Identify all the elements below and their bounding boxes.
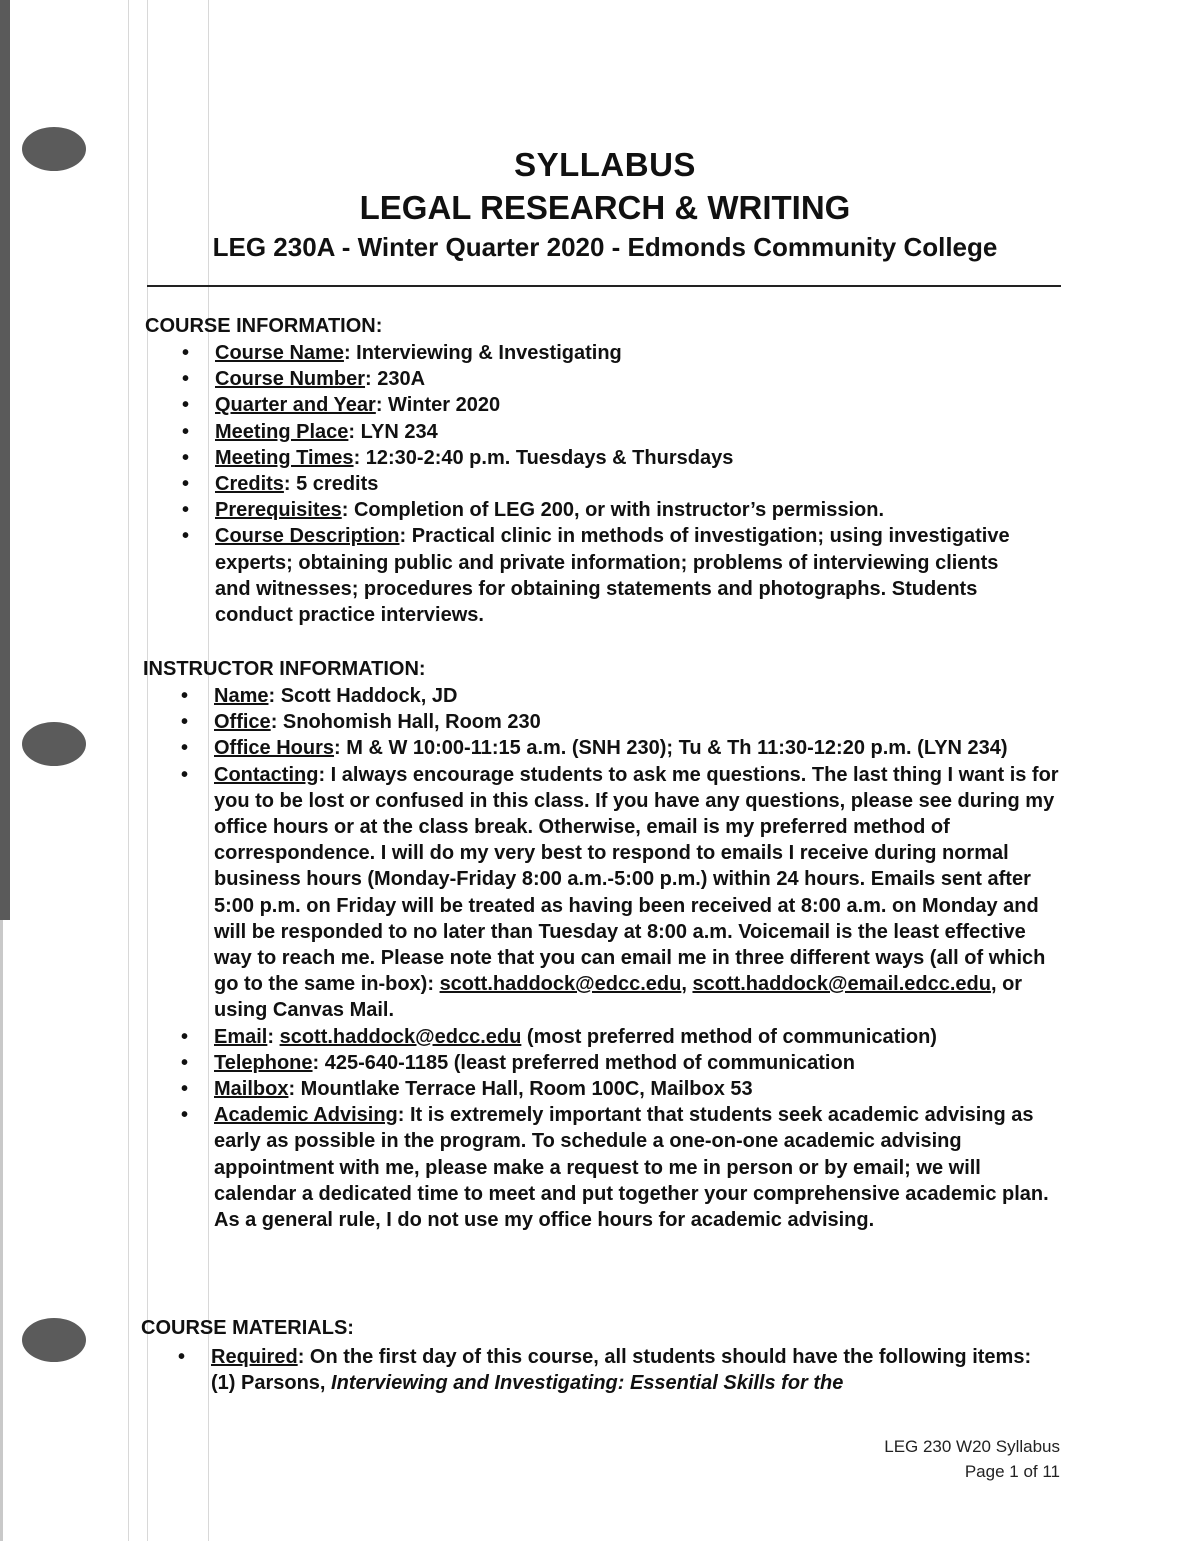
document-subtitle: LEGAL RESEARCH & WRITING — [359, 189, 851, 226]
email-link-secondary[interactable]: scott.haddock@email.edcc.edu — [692, 973, 991, 996]
item-label: Mailbox — [214, 1078, 289, 1101]
item-label: Quarter and Year — [215, 394, 376, 417]
item-label: Required — [211, 1346, 298, 1368]
instructor-info-heading: INSTRUCTOR INFORMATION: — [143, 658, 426, 680]
list-item — [181, 1024, 1064, 1050]
item-text: : Interviewing & Investigating — [343, 342, 622, 364]
bullet: • — [182, 368, 190, 391]
list-item — [181, 1102, 1064, 1233]
item-text: , or using Canvas Mail. — [214, 973, 1023, 1022]
bullet: • — [181, 1104, 189, 1127]
bullet: • — [182, 420, 190, 443]
item-label: Contacting — [214, 763, 319, 786]
course-materials-list — [178, 1344, 1041, 1396]
bullet: • — [182, 499, 190, 522]
email-link[interactable]: scott.haddock@edcc.edu — [279, 1025, 522, 1048]
item-label: Name — [214, 685, 269, 707]
list-item — [182, 340, 1025, 366]
item-text: (most preferred method of communication) — [521, 1025, 937, 1048]
bullet: • — [182, 525, 190, 548]
item-label: Telephone — [214, 1051, 313, 1074]
bullet: • — [182, 446, 190, 469]
course-info-heading: COURSE INFORMATION: — [145, 315, 383, 337]
bullet: • — [182, 473, 190, 496]
item-label: Academic Advising — [214, 1104, 398, 1127]
list-item — [182, 445, 1025, 471]
bullet: • — [181, 1051, 189, 1074]
item-text: : It is extremely important that students seek academic advising as early as possible in the program. To schedule a one-on-one academic advising appointment with me, please make a request to me in person or by email; we will calendar a dedicated time to meet and put together your comprehensive academic plan. As a general rule, I do not use my office hours for academic advising. — [214, 1104, 1049, 1232]
footer-doc-name: LEG 230 W20 Syllabus — [884, 1437, 1060, 1456]
item-text: : Scott Haddock, JD — [268, 685, 458, 707]
list-item — [182, 497, 1025, 523]
item-text: : 5 credits — [283, 473, 379, 496]
bullet: • — [181, 711, 189, 734]
list-item — [178, 1344, 1041, 1396]
item-label: Prerequisites — [215, 499, 342, 522]
bullet: • — [182, 394, 190, 417]
list-item — [182, 419, 1025, 445]
item-text: : Mountlake Terrace Hall, Room 100C, Mailbox 53 — [288, 1078, 753, 1101]
item-text: : 230A — [365, 368, 426, 391]
course-materials-heading: COURSE MATERIALS: — [141, 1317, 354, 1339]
item-text: : Winter 2020 — [375, 394, 501, 417]
page-footer — [884, 1434, 1060, 1484]
item-text: : 425-640-1185 (least preferred method of communication — [312, 1051, 855, 1074]
header-divider — [147, 285, 1061, 287]
separator: , — [681, 973, 693, 996]
list-item — [181, 709, 1064, 735]
list-item — [182, 392, 1025, 418]
list-item — [182, 523, 1025, 628]
item-label: Course Description — [215, 525, 400, 548]
email-link-primary[interactable]: scott.haddock@edcc.edu — [439, 973, 682, 996]
list-item — [182, 471, 1025, 497]
book-title: Interviewing and Investigating: Essential Skills for the — [331, 1372, 844, 1395]
item-text: : Practical clinic in methods of investigation; using investigative experts; obtaining public and private information; problems of interviewing clients and witnesses; procedures for obtaining statements and photographs. Students conduct practice interviews. — [215, 525, 1010, 627]
bullet: • — [181, 763, 189, 786]
separator: : — [267, 1025, 280, 1048]
item-label: Meeting Times — [215, 446, 354, 469]
course-line: LEG 230A - Winter Quarter 2020 - Edmonds Community College — [212, 232, 998, 262]
item-text: : M & W 10:00-11:15 a.m. (SNH 230); Tu & Th 11:30-12:20 p.m. (LYN 234) — [334, 737, 1008, 760]
list-item — [181, 1050, 1064, 1076]
bullet: • — [181, 685, 189, 707]
item-text: : On the first day of this course, all students should have the following items: (1) Parsons, — [211, 1346, 1032, 1395]
item-text: : LYN 234 — [348, 420, 438, 443]
bullet: • — [181, 1025, 189, 1048]
item-text: : 12:30-2:40 p.m. Tuesdays & Thursdays — [353, 446, 734, 469]
list-item — [181, 683, 1064, 709]
item-text: : Completion of LEG 200, or with instructor’s permission. — [341, 499, 885, 522]
document-title: SYLLABUS — [514, 146, 696, 183]
bullet: • — [182, 342, 190, 364]
list-item — [181, 735, 1064, 761]
item-label: Office — [214, 711, 271, 734]
course-info-list — [182, 340, 1025, 628]
item-label: Email — [214, 1025, 268, 1048]
bullet: • — [178, 1346, 186, 1368]
footer-page-number: Page 1 of 11 — [964, 1462, 1060, 1481]
list-item — [181, 1076, 1064, 1102]
item-text: : I always encourage students to ask me questions. The last thing I want is for you to be lost or confused in this class. If you have any questions, please see during my office hours or at the class break. Otherwise, email is my preferred method of correspondence. I will do my very best to respond to emails I receive during normal business hours (Monday-Friday 8:00 a.m.-5:00 p.m.) within 24 hours. Emails sent after 5:00 p.m. on Friday will be treated as having been received at 8:00 a.m. on Monday and will be responded to no later than Tuesday at 8:00 a.m. Voicemail is the least effective way to reach me. Please note that you can email me in three different ways (all of which go to the same in-box): — [214, 763, 1059, 996]
bullet: • — [181, 737, 189, 760]
item-text: : Snohomish Hall, Room 230 — [270, 711, 541, 734]
item-label: Course Name — [215, 342, 344, 364]
list-item — [181, 762, 1064, 1024]
bullet: • — [181, 1078, 189, 1101]
item-label: Meeting Place — [215, 420, 349, 443]
instructor-info-list — [181, 683, 1064, 1233]
item-label: Course Number — [215, 368, 366, 391]
item-label: Office Hours — [214, 737, 335, 760]
list-item — [182, 366, 1025, 392]
item-label: Credits — [215, 473, 284, 496]
